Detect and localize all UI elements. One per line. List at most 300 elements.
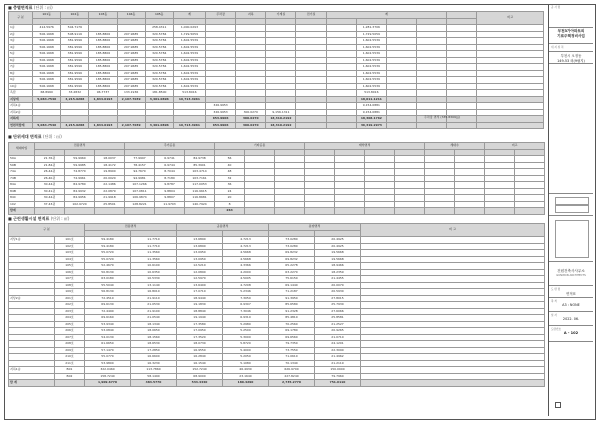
table-cell bbox=[365, 208, 395, 215]
table-cell: 12.5210 bbox=[177, 263, 223, 270]
table-cell: 9.8804 bbox=[155, 188, 185, 195]
commercial-area-table: 구 분 전용면적 공용면적 분양면적 비 고 지상1층 101호 59.4180 11.7710 13.6890 4.7213 73.0280 20.4925 102호 59.4180 11.7710 13.6890 4.7213 73.0280 20.4925 103호 55.0720 11.3560 13.0950 4.5668 69.8232 19.5668 104호 55.0720 11.3560 13.0950 4.5668 69.8232 19.5668 105호 52.4670 10.6100 12.5210 4.3366 65.2278 18.9466 106호 50.8130 10.6350 12.0890 4.2000 63.2270 18.2359 107호 63.0180 10.5330 12.5970 4.5005 75.6150 21.4455 108호 55.5040 13.1140 13.6400 4.7208 69.1440 20.0070 109호 56.8130 16.8010 17.0710 5.2346 71.2187 20.5930 지상2층 201호 72.4510 21.9110 18.9440 7.3050 91.3950 27.8015 202호 69.6130 21.0530 19.1830 6.9307 85.6580 25.7930 203호 72.4490 21.9100 18.8840 7.3046 91.2328 27.6066 204호 69.6160 21.0540 19.1940 6.9310 85.4810 25.8581 205호 53.9340 18.1340 17.3580 5.2980 70.2560 21.2527 206호 53.0840 18.0650 17.0950 5.2500 69.1780 20.9265 207호 54.0130 18.1560 17.3520 5.3000 69.6560 21.0710 208호 61.6650 18.6530 18.0730 5.8720 79.7350 24.1201 209호 57.1470 17.2850 16.9550 5.4000 73.7550 22.3090 210호 55.0770 16.6600 16.2840 5.2050 71.0610 21.4962 211호 53.9800 16.3230 16.1540 5.1080 70.1340 21.2119 지하1층 B01 322.0460 113.7860 152.7240 46.4930 626.9700 150.0900 B02 158.7240 58.1490 68.9000 23.1640 227.8240 79.7960 합 계 1,909.6770 484.5770 534.4440 180.4290 2,735.2770 751.6110 bbox=[8, 223, 545, 387]
table-cell: 71.2187 bbox=[269, 289, 315, 296]
table-cell: 지하계 bbox=[9, 116, 33, 123]
table-cell: 150.0900 bbox=[315, 367, 361, 374]
section1-title: ■ 층별면적표 (단위 : ㎡) bbox=[8, 5, 53, 10]
table-cell: 116.8681 bbox=[185, 195, 215, 202]
table-cell: 20.9265 bbox=[315, 328, 361, 335]
table-cell: 13.6890 bbox=[177, 243, 223, 250]
table-cell: 55.0720 bbox=[85, 256, 131, 263]
table-cell: 381.9596 bbox=[61, 83, 89, 90]
table-cell: 5.2050 bbox=[223, 354, 269, 361]
table-cell: 506.1668 bbox=[33, 31, 61, 38]
table-cell: 320.5784 bbox=[145, 77, 173, 84]
table-cell: 4층 bbox=[9, 44, 33, 51]
table-cell: 52.4670 bbox=[85, 263, 131, 270]
table-cell: 25.8581 bbox=[315, 315, 361, 322]
table-cell: 13.0950 bbox=[177, 250, 223, 257]
drawing-title: 면적표 bbox=[566, 292, 576, 296]
table-cell: 258.4311 bbox=[145, 25, 173, 32]
table-cell: 30.41평 bbox=[35, 188, 65, 195]
table-cell: 72.4510 bbox=[85, 295, 131, 302]
table-cell: 지하2층 bbox=[9, 109, 33, 116]
table-row bbox=[9, 208, 545, 215]
table-cell: 1,602.5539 bbox=[173, 64, 205, 71]
table-cell: 5.2980 bbox=[223, 321, 269, 328]
table-cell: 10.5330 bbox=[131, 276, 177, 283]
table-cell: 77.9997 bbox=[125, 156, 155, 163]
table-cell: 69.8232 bbox=[269, 256, 315, 263]
table-cell: 59A bbox=[9, 156, 35, 163]
table-cell: 56.8130 bbox=[85, 289, 131, 296]
table-cell: 185.8806 bbox=[89, 57, 117, 64]
table-cell: 207.9685 bbox=[117, 51, 145, 58]
table-cell: 381.9596 bbox=[61, 70, 89, 77]
table-cell: 133.1936 bbox=[117, 90, 145, 97]
table-cell: 506.1668 bbox=[33, 51, 61, 58]
table-cell: 201호 bbox=[55, 295, 85, 302]
table-cell: 84B bbox=[9, 188, 35, 195]
table-cell: 22.3090 bbox=[315, 347, 361, 354]
table-cell: 16,713.4961 bbox=[173, 122, 205, 129]
scale-value: A3 : NONE bbox=[562, 303, 580, 307]
table-cell: 320.5784 bbox=[145, 31, 173, 38]
blank-stamp-area bbox=[549, 64, 593, 194]
table-cell bbox=[335, 208, 365, 215]
table-cell: 300.0270 bbox=[236, 122, 266, 129]
table-cell: 2층 bbox=[9, 31, 33, 38]
table-cell: 37.43평 bbox=[35, 201, 65, 208]
table-cell: 지하1층 bbox=[9, 367, 55, 374]
table-cell: 18.0730 bbox=[177, 341, 223, 348]
table-cell: 11.3560 bbox=[131, 256, 177, 263]
table-cell: 7층 bbox=[9, 64, 33, 71]
table-cell: 102.9720 bbox=[65, 201, 95, 208]
table-cell: 합 계 bbox=[9, 380, 55, 387]
table-cell: 20.5930 bbox=[315, 289, 361, 296]
table-cell: 17.3520 bbox=[177, 334, 223, 341]
table-cell: 506.1668 bbox=[33, 44, 61, 51]
table-cell: 626.9700 bbox=[269, 367, 315, 374]
table-cell: 5,084.7546 bbox=[33, 122, 61, 129]
table-cell: 1,602.5539 bbox=[173, 51, 205, 58]
table-cell: 103.4714 bbox=[185, 169, 215, 176]
table-cell: 72.4490 bbox=[85, 308, 131, 315]
table-cell: 207.9685 bbox=[117, 38, 145, 45]
table-cell: 40 bbox=[215, 162, 245, 169]
table-cell: 1,602.5539 bbox=[173, 70, 205, 77]
table-cell: 48 bbox=[215, 169, 245, 176]
table-cell: 96.7737 bbox=[89, 90, 117, 97]
table-cell: 27.6066 bbox=[315, 308, 361, 315]
table-cell bbox=[361, 380, 545, 387]
main-area bbox=[4, 4, 545, 411]
table-cell: 8.7180 bbox=[155, 175, 185, 182]
table-cell: 1,909.6770 bbox=[85, 380, 131, 387]
table-cell: 16.2840 bbox=[177, 354, 223, 361]
table-cell: 21.0710 bbox=[315, 334, 361, 341]
table-cell: 381.9596 bbox=[61, 77, 89, 84]
table-cell: 104호 bbox=[55, 256, 85, 263]
table-cell: 320.5784 bbox=[145, 51, 173, 58]
table-cell: 1,844.0193 bbox=[89, 96, 117, 103]
table-cell: 206호 bbox=[55, 328, 85, 335]
table-cell: 69.6130 bbox=[85, 302, 131, 309]
table-cell: 7.3050 bbox=[223, 295, 269, 302]
table-cell: 204호 bbox=[55, 315, 85, 322]
table-cell: 18,310.2192 bbox=[266, 116, 296, 123]
table-cell: 13.6400 bbox=[177, 282, 223, 289]
table-cell: 69.6160 bbox=[85, 315, 131, 322]
table-cell: 57.1470 bbox=[85, 347, 131, 354]
table-cell: 102 bbox=[9, 201, 35, 208]
table-cell: 지상2층 bbox=[9, 295, 55, 302]
table-cell: 74.9961 bbox=[65, 175, 95, 182]
table-cell: 1,602.5539 bbox=[173, 83, 205, 90]
table-cell: 5.3000 bbox=[223, 334, 269, 341]
table-cell: 18.0037 bbox=[95, 156, 125, 163]
table-cell bbox=[185, 208, 215, 215]
table-cell: 2,735.2770 bbox=[269, 380, 315, 387]
table-cell: 185.8806 bbox=[89, 51, 117, 58]
table-cell: 18.9466 bbox=[315, 263, 361, 270]
table-cell: 320.5784 bbox=[145, 70, 173, 77]
table-cell: 16.6600 bbox=[131, 354, 177, 361]
table-cell: 381.9596 bbox=[61, 51, 89, 58]
table-cell: 322.0460 bbox=[85, 367, 131, 374]
table-cell: 506.1668 bbox=[33, 64, 61, 71]
table-cell: 320.5784 bbox=[145, 57, 173, 64]
table-cell: 113.7860 bbox=[131, 367, 177, 374]
table-cell: 227.8240 bbox=[269, 373, 315, 380]
table-cell: 18.4172 bbox=[95, 162, 125, 169]
table-cell: 205호 bbox=[55, 321, 85, 328]
table-cell: 180.4290 bbox=[223, 380, 269, 387]
table-cell: 3,401.0896 bbox=[145, 96, 173, 103]
table-cell: 21.76평 bbox=[35, 156, 65, 163]
table-cell: 10층 bbox=[9, 83, 33, 90]
table-cell: 지상1층 bbox=[9, 237, 55, 244]
table-cell: 24.1201 bbox=[315, 341, 361, 348]
table-cell: 18,308.1762 bbox=[356, 116, 386, 123]
table-cell bbox=[425, 208, 455, 215]
table-cell: 5.2500 bbox=[223, 328, 269, 335]
table-row bbox=[9, 380, 545, 387]
table-cell: 19.5668 bbox=[315, 250, 361, 257]
table-cell: 2,167.7039 bbox=[117, 96, 145, 103]
table-cell bbox=[515, 208, 545, 215]
table-cell: 381.9596 bbox=[61, 64, 89, 71]
table-cell: 옥탑 bbox=[9, 90, 33, 97]
table-cell: 106호 bbox=[55, 269, 85, 276]
section3-title: ■ 근린생활시설 면적표 (단위 : ㎡) bbox=[8, 216, 70, 221]
table-cell: 1,000.0293 bbox=[173, 25, 205, 32]
table-cell bbox=[125, 208, 155, 215]
table-cell: 5층 bbox=[9, 51, 33, 58]
table-cell: 21.0530 bbox=[131, 302, 177, 309]
table-cell: 13.0950 bbox=[177, 256, 223, 263]
table-cell: 74A bbox=[9, 169, 35, 176]
table-cell: 25.8501 bbox=[95, 201, 125, 208]
col-division: 구 분 bbox=[9, 12, 33, 25]
table-cell: 69.1780 bbox=[269, 328, 315, 335]
table-cell: 21.0540 bbox=[131, 315, 177, 322]
table-cell: B02 bbox=[55, 373, 85, 380]
table-cell: 4.7213 bbox=[223, 237, 269, 244]
table-cell: 30.44평 bbox=[35, 195, 65, 202]
table-cell: 59.4180 bbox=[85, 243, 131, 250]
table-cell: 25.7930 bbox=[315, 302, 361, 309]
table-cell: 69.6560 bbox=[269, 334, 315, 341]
table-cell: 11.7710 bbox=[131, 237, 177, 244]
table-cell: 26.40평 bbox=[35, 175, 65, 182]
table-cell: 연면적합계 bbox=[9, 122, 33, 129]
table-cell: 84.9738 bbox=[185, 156, 215, 163]
table-cell: 6.9310 bbox=[223, 315, 269, 322]
office-logo-icon bbox=[555, 402, 561, 408]
table-cell: 107.1266 bbox=[125, 182, 155, 189]
table-cell: 20.4925 bbox=[315, 243, 361, 250]
table-cell bbox=[386, 122, 416, 129]
table-cell: 지상계 bbox=[9, 96, 33, 103]
table-cell: 85.6580 bbox=[269, 302, 315, 309]
table-cell: 4.5005 bbox=[223, 276, 269, 283]
table-cell: 18,310.2192 bbox=[266, 122, 296, 129]
table-cell: 3층 bbox=[9, 38, 33, 45]
table-cell: B01 bbox=[55, 367, 85, 374]
table-cell: 1,602.5539 bbox=[173, 57, 205, 64]
table-cell bbox=[35, 208, 65, 215]
table-cell: 84.9780 bbox=[65, 182, 95, 189]
table-cell bbox=[305, 208, 335, 215]
table-cell: 181.8500 bbox=[145, 90, 173, 97]
table-cell: 207.9685 bbox=[117, 77, 145, 84]
table-cell: 59.9960 bbox=[65, 156, 95, 163]
table-cell: 9.8807 bbox=[155, 195, 185, 202]
table-cell bbox=[296, 122, 326, 129]
table-row bbox=[9, 122, 544, 129]
table-cell: 105호 bbox=[55, 263, 85, 270]
table-cell: 84A bbox=[9, 182, 35, 189]
project-name-box: 부천3가아파트외 기료주택정비사업 bbox=[549, 28, 593, 44]
floor-area-table: 구 분 101동 102동 103동 104동 105동 계 주차장 지하 기계실 전기실 계 비고 1층 414.5976 504.7176 258.4311 1,000.0293 1,281.3706 2층 506.1668 508.9116 185.8806 207.9685 320.5784 1,729.5059 1,729.5059 3층 506.1668 381.9596 185.8806 207.9685 320.5784 1,602.5539 1,602.5539 4층 506.1668 381.9596 185.8806 207.9685 320.5784 1,602.5539 1,602.5539 5층 506.1668 381.9596 185.8806 207.9685 320.5784 1,602.5539 1,602.5539 6층 506.1668 381.9596 185.8806 207.9685 320.5784 1,602.5539 1,602.5539 7층 506.1668 381.9596 185.8806 207.9685 320.5784 1,602.5539 1,602.5539 8층 506.1668 381.9596 185.8806 207.9685 320.5784 1,602.5539 1,602.5539 9층 506.1668 381.9596 185.8806 207.9685 320.5784 1,602.5539 1,602.5539 10층 506.1668 381.9596 185.8806 207.9685 320.5784 1,602.5539 1,602.5539 옥탑 68.8960 33.2832 96.7737 133.1936 181.8500 513.8016 513.8016 지상계 5,084.7546 4,215.9288 1,844.0193 2,167.7039 3,401.0896 16,713.4961 18,011.1211 지하1층 326.9953 9,154.0881 지하2층 326.9953 300.0270 9,156.1311 9,154.0881 지하계 653.9906 300.0270 18,310.2192 18,308.1762 연면적합계 5,084.7546 4,215.9288 1,844.0193 2,167.7039 3,401.0896 16,713.4961 653.9906 300.0270 18,310.2192 36,319.2973 bbox=[8, 11, 544, 129]
table-cell: 68.8960 bbox=[33, 90, 61, 97]
table-cell: 9.8787 bbox=[155, 182, 185, 189]
table-cell: 10.6100 bbox=[131, 263, 177, 270]
table-cell: 합계 bbox=[9, 208, 35, 215]
table-cell: 10.6350 bbox=[131, 269, 177, 276]
table-cell: 지하1층 bbox=[9, 103, 33, 110]
table-cell: 103호 bbox=[55, 250, 85, 257]
table-cell: 6.9744 bbox=[155, 162, 185, 169]
table-cell: 59.4180 bbox=[85, 237, 131, 244]
table-cell: 203호 bbox=[55, 308, 85, 315]
table-cell: 73.0280 bbox=[269, 243, 315, 250]
table-cell: 94.9981 bbox=[125, 175, 155, 182]
table-cell: 94.7670 bbox=[125, 169, 155, 176]
table-cell: 5.2346 bbox=[223, 289, 269, 296]
table-cell: 4.5668 bbox=[223, 250, 269, 257]
table-cell: 19.8900 bbox=[95, 169, 125, 176]
table-cell bbox=[395, 208, 425, 215]
table-cell: 209호 bbox=[55, 347, 85, 354]
table-cell: 506.1668 bbox=[33, 70, 61, 77]
table-cell: 22.0879 bbox=[95, 188, 125, 195]
table-cell: 414.5976 bbox=[33, 25, 61, 32]
table-cell: 109호 bbox=[55, 289, 85, 296]
table-cell: 78.4157 bbox=[125, 162, 155, 169]
table-cell: 101호 bbox=[55, 237, 85, 244]
table-cell: 2,167.7039 bbox=[117, 122, 145, 129]
table-cell: 653.9906 bbox=[206, 122, 236, 129]
table-cell: 1,602.5539 bbox=[356, 70, 386, 77]
table-cell: 1,602.5539 bbox=[356, 83, 386, 90]
table-cell: 16.3230 bbox=[131, 360, 177, 367]
table-cell: 85.4810 bbox=[269, 315, 315, 322]
table-cell: 18.0650 bbox=[131, 328, 177, 335]
table-cell: 4.7208 bbox=[223, 282, 269, 289]
table-cell: 69.1440 bbox=[269, 282, 315, 289]
table-cell: 13.1140 bbox=[131, 282, 177, 289]
table-cell: 320.5784 bbox=[145, 83, 173, 90]
table-cell: 55.0770 bbox=[85, 354, 131, 361]
table-cell: 18,011.1211 bbox=[356, 96, 386, 103]
table-cell: 69.8232 bbox=[269, 250, 315, 257]
table-cell: 1,602.5539 bbox=[173, 44, 205, 51]
table-cell: 158.7240 bbox=[85, 373, 131, 380]
table-cell: 207.9685 bbox=[117, 31, 145, 38]
table-cell: 300.0270 bbox=[236, 116, 266, 123]
table-cell: 20 bbox=[215, 195, 245, 202]
table-cell: 1,281.3706 bbox=[356, 25, 386, 32]
table-cell: 19.1830 bbox=[177, 302, 223, 309]
table-cell: 202호 bbox=[55, 302, 85, 309]
table-cell: 21.2119 bbox=[315, 360, 361, 367]
table-cell: 61.6650 bbox=[85, 341, 131, 348]
table-cell: 63.0180 bbox=[85, 276, 131, 283]
table-cell: 103.7161 bbox=[185, 175, 215, 182]
table-cell: 6.9307 bbox=[223, 302, 269, 309]
table-cell: 484.5770 bbox=[131, 380, 177, 387]
table-cell: 381.9596 bbox=[61, 57, 89, 64]
table-cell: 56 bbox=[215, 156, 245, 163]
table-cell: 18.9440 bbox=[177, 295, 223, 302]
table-cell: 18.2359 bbox=[315, 269, 361, 276]
table-cell: 53.9340 bbox=[85, 321, 131, 328]
table-cell: 26.44평 bbox=[35, 169, 65, 176]
table-cell: 107.0811 bbox=[125, 188, 155, 195]
table-cell: 13.6890 bbox=[177, 237, 223, 244]
table-cell: 207.9685 bbox=[117, 64, 145, 71]
table-cell: 63.2270 bbox=[269, 269, 315, 276]
unit-area-table: 세대타입 전용면적 주거공용 기타공용 계약면적 세대수 비고 59A 21.76평 59.9960 18.0037 77.9997 6.9741 84.9738 56 59B 21.84평 59.9985 18.4172 78.4157 6.9744 85.3901 40 74A 26.44평 74.8770 19.8900 94.7670 8.7044 103.4714 48 74B 26.40평 74.9961 20.0020 94.9981 8.7180 103.7161 32 84A 30.44평 84.9780 22.1486 107.1266 9.8787 117.0053 36 84B 30.41평 84.9932 22.0879 107.0811 9.8804 116.9615 24 84C 30.44평 84.9956 21.9918 106.9874 9.8807 116.8681 20 102 37.43평 102.9720 25.8501 128.8221 11.9703 140.7924 8 합계 264 bbox=[8, 142, 545, 215]
table-cell: 320.5784 bbox=[145, 44, 173, 51]
table-cell: 508.9116 bbox=[61, 31, 89, 38]
table-cell: 207.9685 bbox=[117, 70, 145, 77]
table-cell: 107호 bbox=[55, 276, 85, 283]
table-cell: 3,401.0896 bbox=[145, 122, 173, 129]
table-cell: 4,215.9288 bbox=[61, 96, 89, 103]
table-cell: 84.9956 bbox=[65, 195, 95, 202]
table-cell: 19.1940 bbox=[177, 315, 223, 322]
table-cell: 506.1668 bbox=[33, 38, 61, 45]
table-cell bbox=[485, 208, 515, 215]
table-cell bbox=[417, 122, 447, 129]
table-cell: 9,154.0881 bbox=[356, 109, 386, 116]
table-cell: 653.9906 bbox=[206, 116, 236, 123]
table-cell: 65.2278 bbox=[269, 263, 315, 270]
table-cell: 59B bbox=[9, 162, 35, 169]
table-cell: 33.2832 bbox=[61, 90, 89, 97]
table-cell: 18.1560 bbox=[131, 334, 177, 341]
table-cell: 73.0280 bbox=[269, 237, 315, 244]
table-cell bbox=[155, 208, 185, 215]
table-cell: 108호 bbox=[55, 282, 85, 289]
table-cell: 58.1490 bbox=[131, 373, 177, 380]
table-cell: 79.7960 bbox=[315, 373, 361, 380]
table-cell: 207.9685 bbox=[117, 44, 145, 51]
table-cell: 18.1340 bbox=[131, 321, 177, 328]
table-cell: 17.3580 bbox=[177, 321, 223, 328]
table-cell: 1,602.5539 bbox=[173, 77, 205, 84]
table-cell: 8 bbox=[215, 201, 245, 208]
table-cell: 506.1668 bbox=[33, 57, 61, 64]
table-cell: 264 bbox=[215, 208, 245, 215]
table-cell: 79.7350 bbox=[269, 341, 315, 348]
table-cell: 53.0840 bbox=[85, 328, 131, 335]
table-cell: 70.1340 bbox=[269, 360, 315, 367]
date-value: 2022. 06. bbox=[562, 317, 580, 321]
table-cell: 207.9685 bbox=[117, 83, 145, 90]
table-cell: 59.9985 bbox=[65, 162, 95, 169]
drawing-number: A - 102 bbox=[563, 331, 579, 335]
table-cell bbox=[326, 122, 356, 129]
table-cell: 20.0020 bbox=[95, 175, 125, 182]
table-cell: 210호 bbox=[55, 354, 85, 361]
table-cell: 8.7044 bbox=[155, 169, 185, 176]
table-cell: 207.9685 bbox=[117, 57, 145, 64]
table-cell: 1,602.5539 bbox=[173, 38, 205, 45]
table-cell: 27.8015 bbox=[315, 295, 361, 302]
table-cell: 91.2328 bbox=[269, 308, 315, 315]
table-cell: 751.6110 bbox=[315, 380, 361, 387]
table-cell: 5.4000 bbox=[223, 347, 269, 354]
table-cell: 6.9741 bbox=[155, 156, 185, 163]
table-cell: 18.6530 bbox=[131, 341, 177, 348]
table-cell: 8층 bbox=[9, 70, 33, 77]
table-cell: 46.4930 bbox=[223, 367, 269, 374]
table-cell: 21.84평 bbox=[35, 162, 65, 169]
table-cell: 1,602.5539 bbox=[356, 77, 386, 84]
table-cell: 75.6150 bbox=[269, 276, 315, 283]
table-cell: 24 bbox=[215, 188, 245, 195]
table-cell: 53.9800 bbox=[85, 360, 131, 367]
table-cell: 1,602.5539 bbox=[356, 44, 386, 51]
section2-title: ■ 단위세대 면적표 (단위 : ㎡) bbox=[8, 134, 62, 139]
table-cell: 326.9953 bbox=[206, 103, 236, 110]
table-cell: 106.9874 bbox=[125, 195, 155, 202]
table-cell: 5.1080 bbox=[223, 360, 269, 367]
table-cell: 185.8806 bbox=[89, 38, 117, 45]
table-cell: 11.7710 bbox=[131, 243, 177, 250]
parking-note: 주차장 면적 (335.8309㎡) bbox=[424, 115, 461, 119]
table-cell: 534.4440 bbox=[177, 380, 223, 387]
table-cell: 185.8806 bbox=[89, 64, 117, 71]
table-cell: 116.9615 bbox=[185, 188, 215, 195]
table-cell: 12.0890 bbox=[177, 269, 223, 276]
table-cell: 207호 bbox=[55, 334, 85, 341]
